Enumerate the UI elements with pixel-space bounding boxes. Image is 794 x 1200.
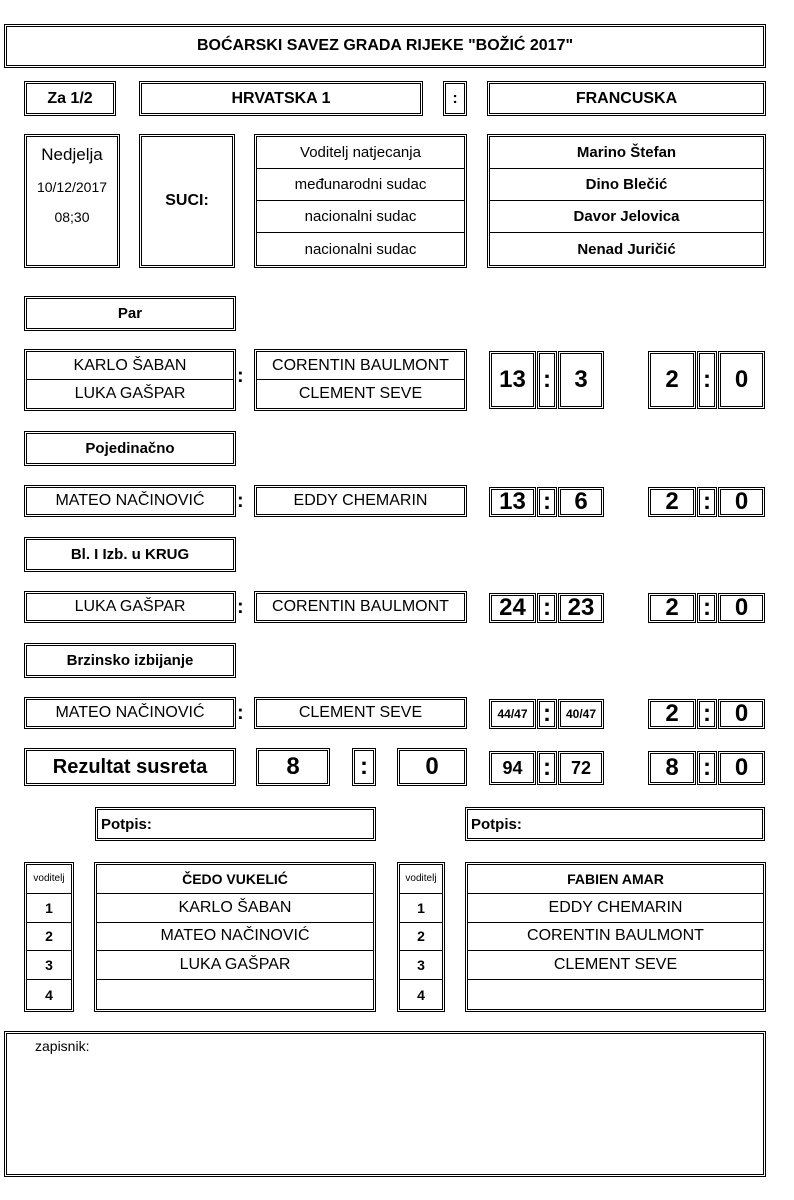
pojedinacno-points-sep: : <box>697 487 717 517</box>
event-date: 10/12/2017 <box>36 179 108 195</box>
brzinsko-home-player: MATEO NAČINOVIĆ <box>24 697 236 729</box>
brzinsko-away-player: CLEMENT SEVE <box>254 697 467 729</box>
roster-number: 1 <box>400 894 442 923</box>
coach-label: voditelj <box>400 865 442 894</box>
pojedinacno-home-player: MATEO NAČINOVIĆ <box>24 485 236 517</box>
par-points-away: 0 <box>718 351 765 409</box>
result-sep: : <box>352 748 376 786</box>
krug-score-home: 24 <box>489 593 536 623</box>
roster-number: 2 <box>400 923 442 952</box>
team-away: FRANCUSKA <box>487 81 766 116</box>
result-label: Rezultat susreta <box>24 748 236 786</box>
pojedinacno-score-home: 13 <box>489 487 536 517</box>
judge-name: Nenad Juričić <box>577 240 676 258</box>
judge-name: Dino Blečić <box>490 169 763 201</box>
result-points-home: 8 <box>648 751 696 785</box>
judge-role: međunarodni sudac <box>257 169 464 201</box>
roster-number: 4 <box>417 986 425 1003</box>
pojedinacno-points-home: 2 <box>648 487 696 517</box>
par-points-home: 2 <box>648 351 696 409</box>
event-time: 08;30 <box>54 209 90 225</box>
home-coach-name: ČEDO VUKELIĆ <box>97 865 373 894</box>
away-coach-name: FABIEN AMAR <box>468 865 763 894</box>
par-separator: : <box>237 365 244 387</box>
krug-points-sep: : <box>697 593 717 623</box>
roster-number: 3 <box>27 951 71 980</box>
krug-points-home: 2 <box>648 593 696 623</box>
home-roster <box>94 862 376 1012</box>
roster-player: CLEMENT SEVE <box>468 951 763 980</box>
result-total-sep: : <box>537 751 557 785</box>
par-score-sep: : <box>537 351 557 409</box>
pojedinacno-points-away: 0 <box>718 487 765 517</box>
roster-player: LUKA GAŠPAR <box>97 951 373 980</box>
player-name: CORENTIN BAULMONT <box>257 352 464 380</box>
team-home: HRVATSKA 1 <box>139 81 423 116</box>
document-title: BOĆARSKI SAVEZ GRADA RIJEKE "BOŽIĆ 2017" <box>4 24 766 68</box>
player-name: KARLO ŠABAN <box>27 352 233 380</box>
result-total-away: 72 <box>558 751 604 785</box>
par-away-players <box>254 349 467 411</box>
roster-player: KARLO ŠABAN <box>97 894 373 923</box>
signature-home-label: Potpis: <box>101 815 152 833</box>
result-points-sep: : <box>697 751 717 785</box>
brzinsko-score-away: 40/47 <box>558 699 604 729</box>
discipline-krug-label: Bl. I Izb. u KRUG <box>24 537 236 572</box>
par-score-home: 13 <box>489 351 536 409</box>
judge-name: Marino Štefan <box>490 137 763 169</box>
par-points-sep: : <box>697 351 717 409</box>
round-label: Za 1/2 <box>24 81 116 116</box>
player-name: LUKA GAŠPAR <box>74 385 186 402</box>
home-roster-numbers <box>24 862 74 1012</box>
coach-label: voditelj <box>27 865 71 894</box>
signature-away-label: Potpis: <box>471 815 522 833</box>
krug-away-player: CORENTIN BAULMONT <box>254 591 467 623</box>
signature-away[interactable] <box>465 807 765 841</box>
krug-score-away: 23 <box>558 593 604 623</box>
par-score-away: 3 <box>558 351 604 409</box>
judge-names <box>487 134 766 268</box>
result-home: 8 <box>256 748 330 786</box>
discipline-brzinsko-label: Brzinsko izbijanje <box>24 643 236 678</box>
roster-number: 4 <box>45 986 53 1003</box>
roster-player <box>97 980 373 1009</box>
brzinsko-points-home: 2 <box>648 699 696 729</box>
judge-roles <box>254 134 467 268</box>
krug-points-away: 0 <box>718 593 765 623</box>
away-roster-numbers <box>397 862 445 1012</box>
brzinsko-points-away: 0 <box>718 699 765 729</box>
roster-player: EDDY CHEMARIN <box>468 894 763 923</box>
event-datetime <box>24 134 120 268</box>
roster-player: MATEO NAČINOVIĆ <box>97 923 373 952</box>
away-roster <box>465 862 766 1012</box>
roster-number: 3 <box>400 951 442 980</box>
roster-player: CORENTIN BAULMONT <box>468 923 763 952</box>
krug-score-sep: : <box>537 593 557 623</box>
roster-number: 2 <box>27 923 71 952</box>
notes-area[interactable] <box>4 1031 766 1177</box>
krug-home-player: LUKA GAŠPAR <box>24 591 236 623</box>
result-total-home: 94 <box>489 751 536 785</box>
judges-label: SUCI: <box>139 134 235 268</box>
pojedinacno-away-player: EDDY CHEMARIN <box>254 485 467 517</box>
signature-home[interactable] <box>95 807 376 841</box>
brzinsko-score-sep: : <box>537 699 557 729</box>
event-day: Nedjelja <box>41 145 103 164</box>
team-separator: : <box>443 81 467 116</box>
discipline-par-label: Par <box>24 296 236 331</box>
result-away: 0 <box>397 748 467 786</box>
krug-separator: : <box>237 596 244 618</box>
par-home-players <box>24 349 236 411</box>
judge-name: Davor Jelovica <box>490 201 763 233</box>
result-points-away: 0 <box>718 751 765 785</box>
brzinsko-points-sep: : <box>697 699 717 729</box>
pojedinacno-score-away: 6 <box>558 487 604 517</box>
player-name: CLEMENT SEVE <box>298 385 423 402</box>
judge-role: nacionalni sudac <box>304 240 417 258</box>
notes-label: zapisnik: <box>35 1038 90 1054</box>
brzinsko-separator: : <box>237 702 244 724</box>
judge-role: nacionalni sudac <box>257 201 464 233</box>
discipline-pojedinacno-label: Pojedinačno <box>24 431 236 466</box>
roster-number: 1 <box>27 894 71 923</box>
pojedinacno-separator: : <box>237 490 244 512</box>
pojedinacno-score-sep: : <box>537 487 557 517</box>
judge-role: Voditelj natjecanja <box>257 137 464 169</box>
brzinsko-score-home: 44/47 <box>489 699 536 729</box>
roster-player <box>468 980 763 1009</box>
